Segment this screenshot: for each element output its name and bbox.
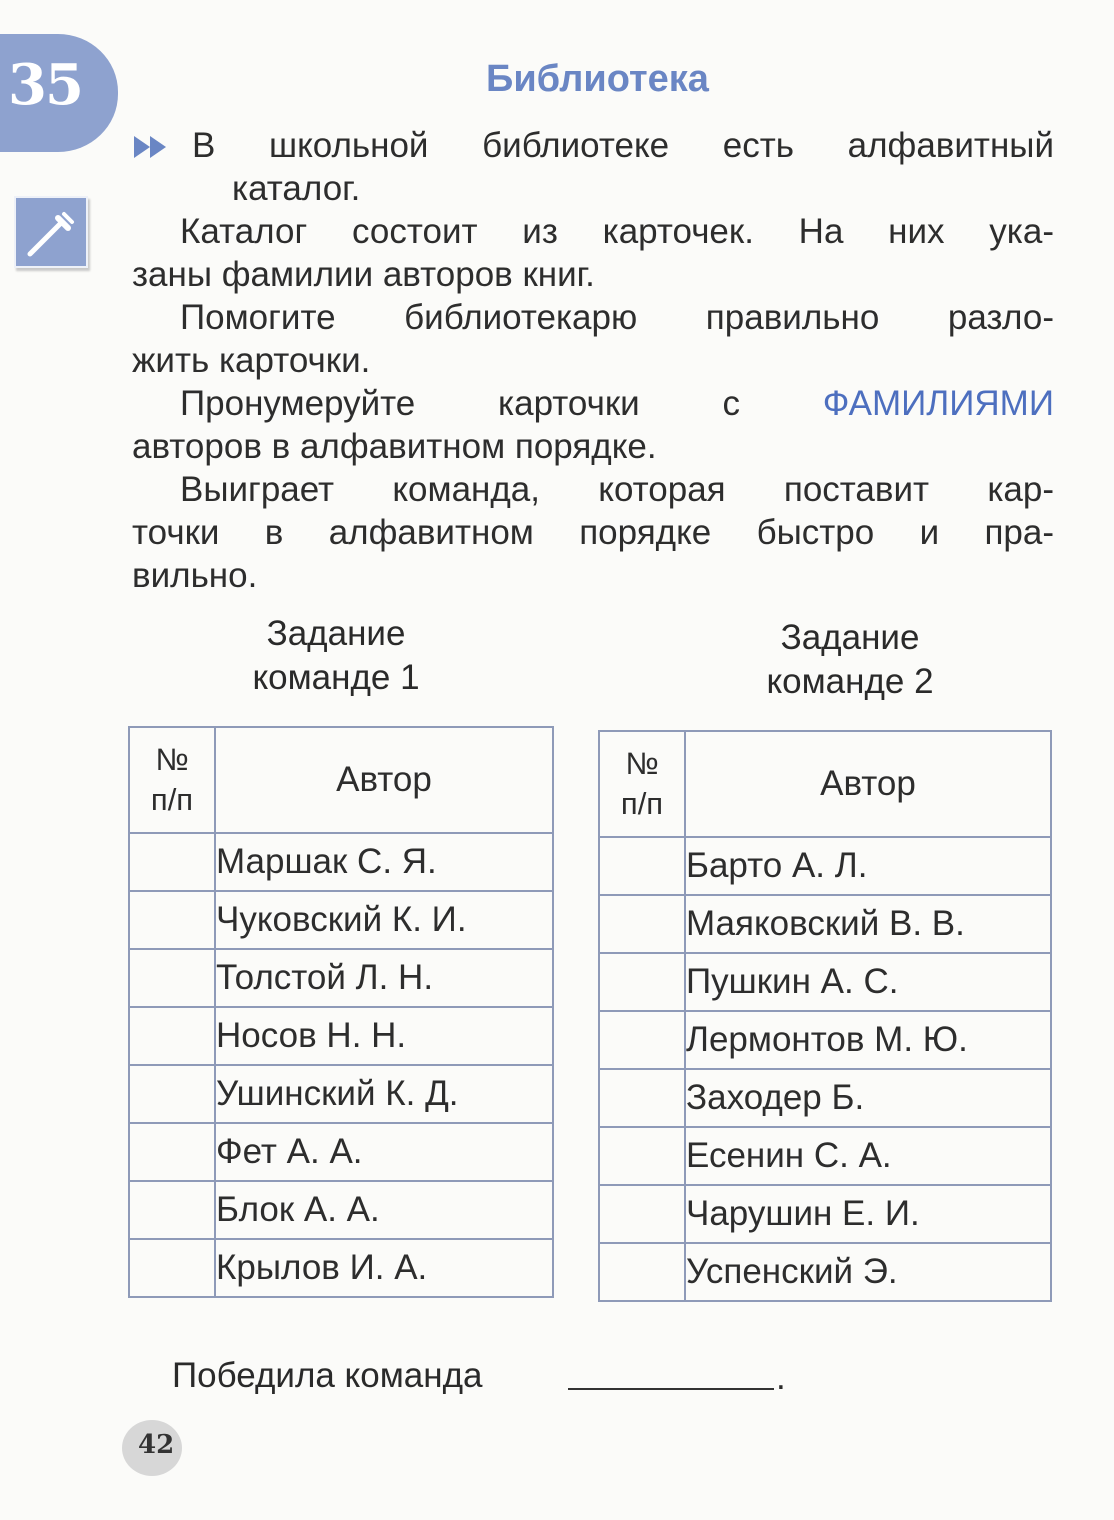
number-cell[interactable] bbox=[599, 837, 685, 895]
paragraph-2-line-2: жить карточки. bbox=[132, 341, 371, 380]
paragraph-1-line-1: Каталог состоит из карточек. На них ука- bbox=[180, 212, 1054, 251]
table-row bbox=[599, 895, 1051, 953]
page-title: Библиотека bbox=[486, 58, 709, 100]
team-2-heading bbox=[720, 616, 980, 704]
lesson-number: 35 bbox=[8, 52, 82, 118]
author-cell: Маяковский В. В. bbox=[685, 895, 1051, 953]
team-2-table bbox=[598, 730, 1052, 1302]
table-header-row bbox=[129, 727, 553, 833]
author-cell: Барто А. Л. bbox=[685, 837, 1051, 895]
paragraph-3-line-2: авторов в алфавитном порядке. bbox=[132, 427, 657, 466]
author-column-header: Автор bbox=[215, 727, 553, 833]
winner-label: Победила команда bbox=[172, 1356, 483, 1395]
number-cell[interactable] bbox=[129, 1123, 215, 1181]
table-row bbox=[129, 1181, 553, 1239]
winner-answer-blank[interactable] bbox=[568, 1388, 774, 1390]
paragraph-1-line-2: заны фамилии авторов книг. bbox=[132, 255, 595, 294]
number-cell[interactable] bbox=[599, 1011, 685, 1069]
number-cell[interactable] bbox=[129, 833, 215, 891]
table-row bbox=[599, 837, 1051, 895]
number-cell[interactable] bbox=[599, 1069, 685, 1127]
number-cell[interactable] bbox=[129, 1239, 215, 1297]
author-cell: Маршак С. Я. bbox=[215, 833, 553, 891]
table-header-row bbox=[599, 731, 1051, 837]
number-cell[interactable] bbox=[129, 1065, 215, 1123]
author-cell: Есенин С. А. bbox=[685, 1127, 1051, 1185]
author-cell: Успенский Э. bbox=[685, 1243, 1051, 1301]
number-cell[interactable] bbox=[599, 1243, 685, 1301]
paragraph-2-line-1: Помогите библиотекарю правильно разло- bbox=[180, 298, 1054, 337]
number-abbrev: п/п bbox=[150, 782, 194, 817]
number-cell[interactable] bbox=[129, 1007, 215, 1065]
number-sign: № bbox=[625, 746, 659, 781]
table-row bbox=[599, 953, 1051, 1011]
team-2-heading-line-1: Задание bbox=[780, 618, 920, 657]
number-sign: № bbox=[155, 742, 189, 777]
number-cell[interactable] bbox=[599, 1127, 685, 1185]
table-row bbox=[599, 1243, 1051, 1301]
author-cell: Носов Н. Н. bbox=[215, 1007, 553, 1065]
number-column-header bbox=[599, 731, 685, 837]
highlighted-word: ФАМИЛИЯМИ bbox=[822, 384, 1054, 423]
paragraph-4-line-2: точки в алфавитном порядке быстро и пра- bbox=[132, 513, 1054, 552]
intro-line-1: В школьной библиотеке есть алфавитный bbox=[192, 126, 1054, 165]
team-1-heading-line-2: команде 1 bbox=[252, 658, 420, 697]
table-row bbox=[129, 891, 553, 949]
author-cell: Пушкин А. С. bbox=[685, 953, 1051, 1011]
table-row bbox=[599, 1185, 1051, 1243]
table-row bbox=[129, 1065, 553, 1123]
table-row bbox=[129, 1239, 553, 1297]
author-cell: Фет А. А. bbox=[215, 1123, 553, 1181]
page-number: 42 bbox=[138, 1430, 175, 1460]
number-cell[interactable] bbox=[129, 949, 215, 1007]
author-cell: Толстой Л. Н. bbox=[215, 949, 553, 1007]
author-cell: Чуковский К. И. bbox=[215, 891, 553, 949]
table-row bbox=[599, 1069, 1051, 1127]
winner-period: . bbox=[776, 1358, 786, 1397]
author-cell: Чарушин Е. И. bbox=[685, 1185, 1051, 1243]
team-2-heading-line-2: команде 2 bbox=[766, 662, 934, 701]
table-row bbox=[599, 1011, 1051, 1069]
table-row bbox=[129, 1007, 553, 1065]
number-cell[interactable] bbox=[129, 891, 215, 949]
table-row bbox=[129, 833, 553, 891]
author-cell: Блок А. А. bbox=[215, 1181, 553, 1239]
author-cell: Ушинский К. Д. bbox=[215, 1065, 553, 1123]
table-row bbox=[599, 1127, 1051, 1185]
team-1-table bbox=[128, 726, 554, 1298]
table-row bbox=[129, 1123, 553, 1181]
author-cell: Лермонтов М. Ю. bbox=[685, 1011, 1051, 1069]
paragraph-3-line-1 bbox=[180, 382, 1054, 425]
number-cell[interactable] bbox=[599, 953, 685, 1011]
paragraph-3-text: Пронумеруйте карточки с bbox=[180, 384, 740, 423]
double-arrow-icon bbox=[134, 136, 172, 163]
paragraph-4-line-3: вильно. bbox=[132, 556, 258, 595]
team-1-heading-line-1: Задание bbox=[266, 614, 406, 653]
paragraph-4-line-1: Выиграет команда, которая поставит кар- bbox=[180, 470, 1054, 509]
number-cell[interactable] bbox=[599, 895, 685, 953]
table-row bbox=[129, 949, 553, 1007]
pencil-icon bbox=[14, 196, 88, 268]
number-column-header bbox=[129, 727, 215, 833]
number-cell[interactable] bbox=[599, 1185, 685, 1243]
team-1-heading bbox=[206, 612, 466, 700]
author-column-header: Автор bbox=[685, 731, 1051, 837]
author-cell: Заходер Б. bbox=[685, 1069, 1051, 1127]
intro-line-2: каталог. bbox=[232, 169, 361, 208]
number-cell[interactable] bbox=[129, 1181, 215, 1239]
author-cell: Крылов И. А. bbox=[215, 1239, 553, 1297]
number-abbrev: п/п bbox=[620, 786, 664, 821]
